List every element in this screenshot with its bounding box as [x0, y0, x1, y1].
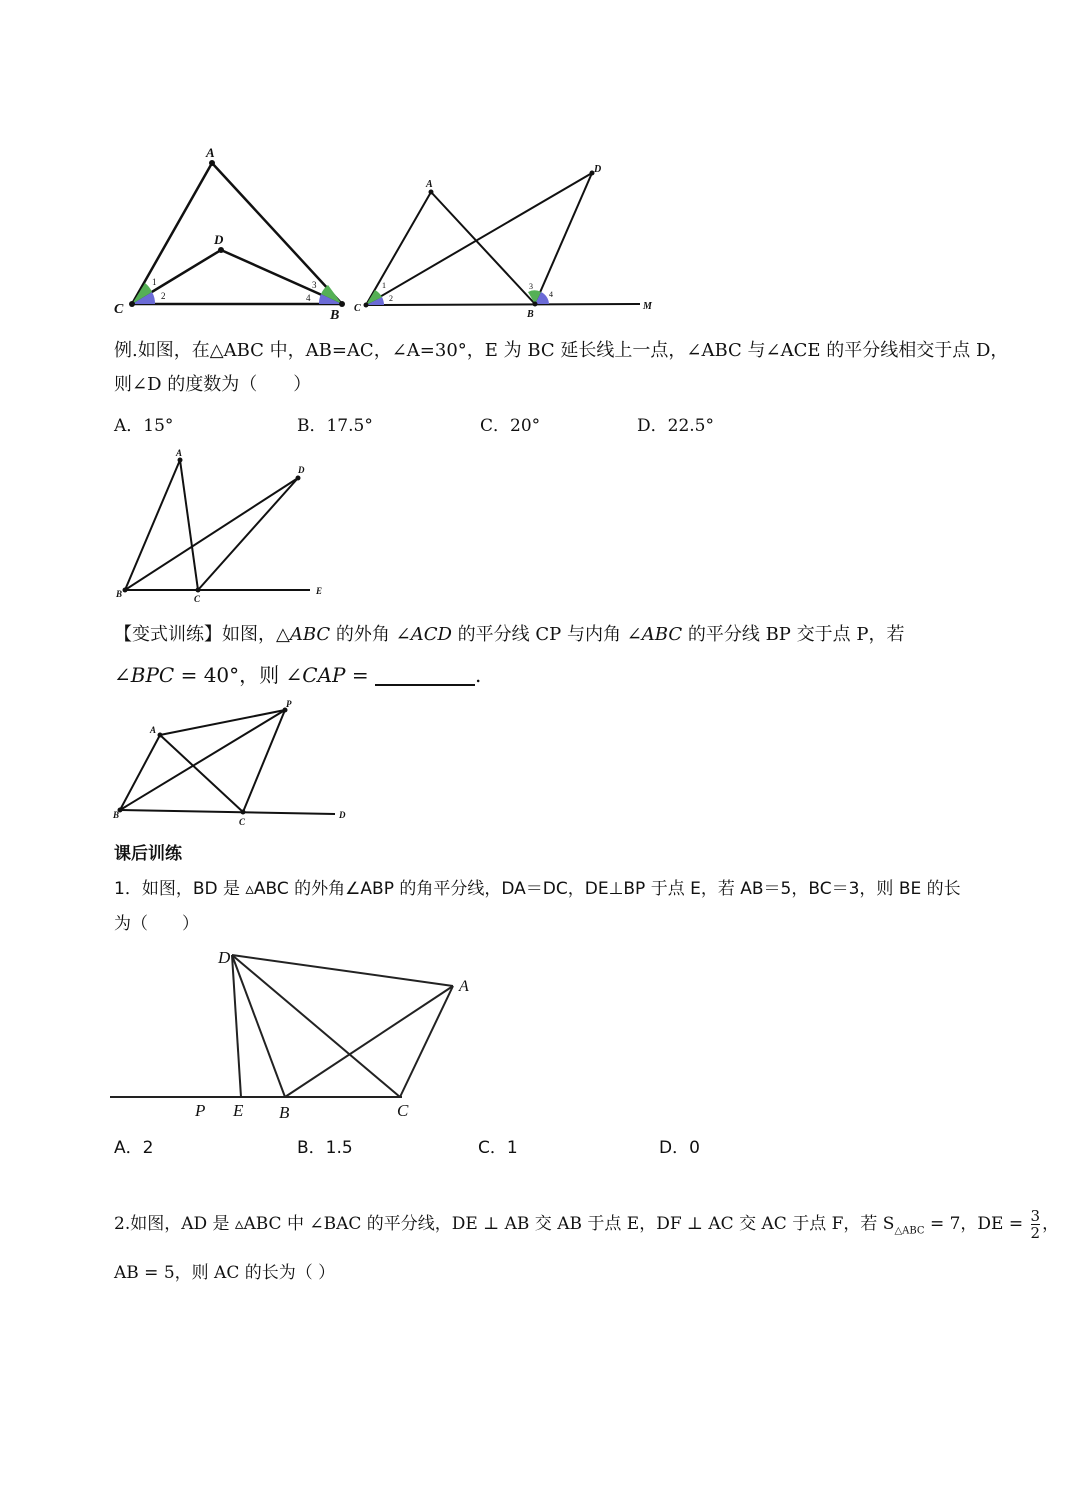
figure-4 [110, 940, 490, 1125]
q1-line-1: 1．如图，BD 是 ▵ABC 的外角∠ABP 的角平分线，DA＝DC，DE⊥BP 于点 E，若 AB＝5，BC＝3，则 BE 的长 [114, 879, 961, 899]
q2-line-1: 2.如图，AD 是 ▵ABC 中 ∠BAC 的平分线，DE ⊥ AB 交 AB 于点 E，DF ⊥ AC 交 AC 于点 F，若 $S_{\triangle ABC} = 7$，DE = $\frac{3}{2}$ ， [114, 1207, 1060, 1242]
angle-2: 2 [161, 291, 166, 301]
angle-1: 1 [382, 281, 386, 290]
angle-3: 3 [312, 280, 317, 290]
label-B: B [116, 589, 123, 599]
variant-line-1: 【变式训练】如图，△ABC 的外角 ∠ACD 的平分线 CP 与内角 ∠ABC 的平分线 BP 交于点 P，若 [114, 624, 905, 645]
figure-3 [110, 695, 360, 830]
angle-2: 2 [389, 294, 393, 303]
label-P: P [286, 699, 292, 709]
q1-line-2: 为（ ） [114, 914, 199, 934]
label-D: D [298, 465, 305, 475]
option-d: D．22.5° [637, 416, 714, 436]
q1-option-a: A．2 [114, 1138, 154, 1158]
label-P: P [195, 1101, 206, 1120]
label-D: D [214, 232, 224, 247]
angle-4: 4 [549, 290, 553, 299]
q2-line-2: AB = 5，则 AC 的长为（ ） [114, 1263, 336, 1283]
label-D: D [218, 948, 231, 967]
figure-1-right-angles [366, 290, 549, 305]
label-B: B [330, 308, 340, 323]
label-E: E [233, 1101, 244, 1120]
q1-option-d: D．0 [659, 1138, 700, 1158]
label-A: A [459, 978, 469, 995]
label-A: A [150, 725, 157, 735]
example-line-2: 则∠D 的度数为（ ） [114, 374, 312, 395]
label-B: B [527, 309, 534, 320]
option-a: A．15° [114, 416, 174, 436]
figure-2 [110, 445, 340, 605]
q1-option-c: C．1 [478, 1138, 518, 1158]
fraction: $\frac{3}{2}$ [1030, 1207, 1041, 1242]
label-C: C [397, 1101, 409, 1120]
label-D: D [594, 164, 602, 175]
label-A: A [426, 179, 433, 190]
angle-1: 1 [152, 277, 157, 287]
label-A: A [206, 145, 215, 160]
label-C: C [194, 594, 201, 604]
label-A: A [176, 448, 183, 458]
angle-3: 3 [529, 282, 533, 291]
answer-blank[interactable] [375, 666, 475, 686]
q1-option-b: B．1.5 [297, 1138, 353, 1158]
label-E: E [316, 586, 323, 596]
label-M: M [643, 301, 652, 312]
label-C: C [114, 302, 124, 317]
option-c: C．20° [480, 416, 541, 436]
variant-line-2: ∠BPC = 40°，则 ∠CAP = . [114, 663, 482, 687]
label-B: B [113, 810, 120, 820]
label-D: D [339, 810, 346, 820]
label-C: C [239, 817, 246, 827]
variant-title: 【变式训练】 [114, 624, 222, 645]
option-b: B．17.5° [297, 416, 373, 436]
figure-1 [100, 140, 680, 330]
after-class-heading: 课后训练 [114, 844, 182, 864]
figure-1-right [366, 173, 640, 305]
angle-4: 4 [306, 293, 311, 303]
example-line-1: 例.如图，在△ABC 中，AB=AC，∠A=30°，E 为 BC 延长线上一点，∠ABC 与∠ACE 的平分线相交于点 D， [114, 340, 1009, 361]
label-C: C [354, 303, 361, 314]
label-B: B [279, 1103, 290, 1122]
